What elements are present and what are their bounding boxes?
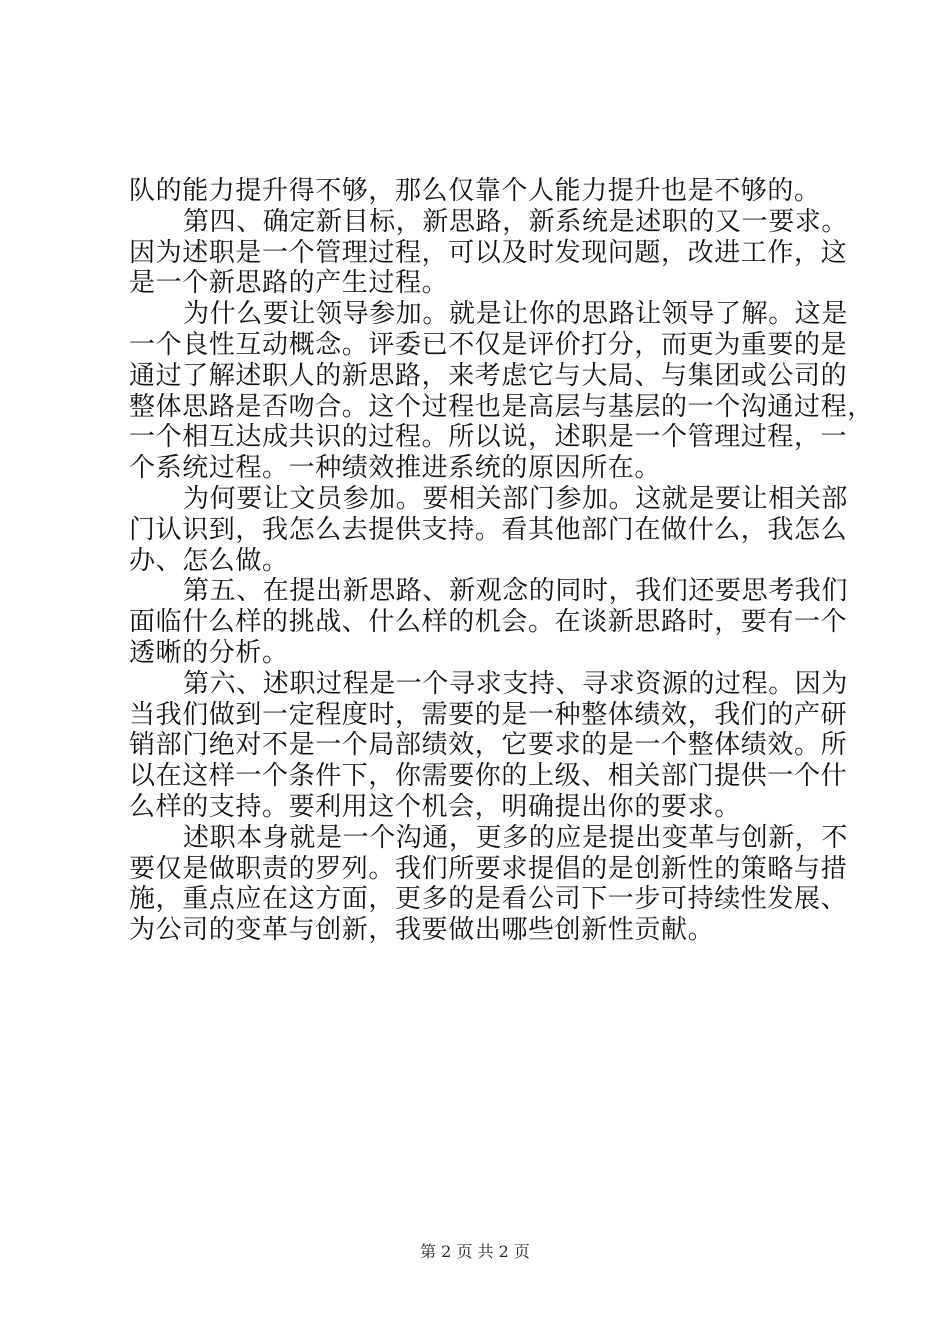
text-line: 一个良性互动概念。评委已不仅是评价打分，而更为重要的是	[129, 329, 848, 360]
text-line: 一个相互达成共识的过程。所以说，述职是一个管理过程，一	[129, 422, 848, 453]
text-line: 面临什么样的挑战、什么样的机会。在谈新思路时，要有一个	[129, 607, 848, 638]
text-line: 施，重点应在这方面，更多的是看公司下一步可持续性发展、	[129, 884, 848, 915]
text-line: 要仅是做职责的罗列。我们所要求提倡的是创新性的策略与措	[129, 853, 848, 884]
text-line: 为公司的变革与创新，我要做出哪些创新性贡献。	[129, 915, 715, 946]
document-body	[129, 176, 874, 946]
paragraph-first-line: 述职本身就是一个沟通，更多的应是提出变革与创新，不	[183, 822, 849, 853]
paragraph-first-line: 第六、述职过程是一个寻求支持、寻求资源的过程。因为	[183, 668, 849, 699]
text-line: 当我们做到一定程度时，需要的是一种整体绩效，我们的产研	[129, 699, 848, 730]
text-line: 队的能力提升得不够，那么仅靠个人能力提升也是不够的。	[129, 176, 821, 206]
text-line: 以在这样一个条件下，你需要你的上级、相关部门提供一个什	[129, 761, 848, 792]
text-line: 销部门绝对不是一个局部绩效，它要求的是一个整体绩效。所	[129, 730, 848, 761]
text-line: 门认识到，我怎么去提供支持。看其他部门在做什么，我怎么	[129, 514, 848, 545]
text-line: 整体思路是否吻合。这个过程也是高层与基层的一个沟通过程，	[129, 391, 874, 422]
text-line: 通过了解述职人的新思路，来考虑它与大局、与集团或公司的	[129, 360, 848, 391]
paragraph-first-line: 第五、在提出新思路、新观念的同时，我们还要思考我们	[183, 576, 849, 607]
text-line: 个系统过程。一种绩效推进系统的原因所在。	[129, 453, 662, 484]
text-line: 是一个新思路的产生过程。	[129, 268, 449, 299]
text-line: 透晰的分析。	[129, 637, 289, 668]
page-number-label: 第 2 页 共 2 页	[420, 1242, 530, 1261]
page-footer	[0, 1242, 950, 1262]
text-line: 因为述职是一个管理过程，可以及时发现问题，改进工作，这	[129, 237, 848, 268]
paragraph-first-line: 为什么要让领导参加。就是让你的思路让领导了解。这是	[183, 299, 849, 330]
text-line: 办、怎么做。	[129, 545, 289, 576]
text-line: 么样的支持。要利用这个机会，明确提出你的要求。	[129, 791, 741, 822]
paragraph-first-line: 为何要让文员参加。要相关部门参加。这就是要让相关部	[183, 483, 849, 514]
paragraph-first-line: 第四、确定新目标，新思路，新系统是述职的又一要求。	[183, 206, 849, 237]
